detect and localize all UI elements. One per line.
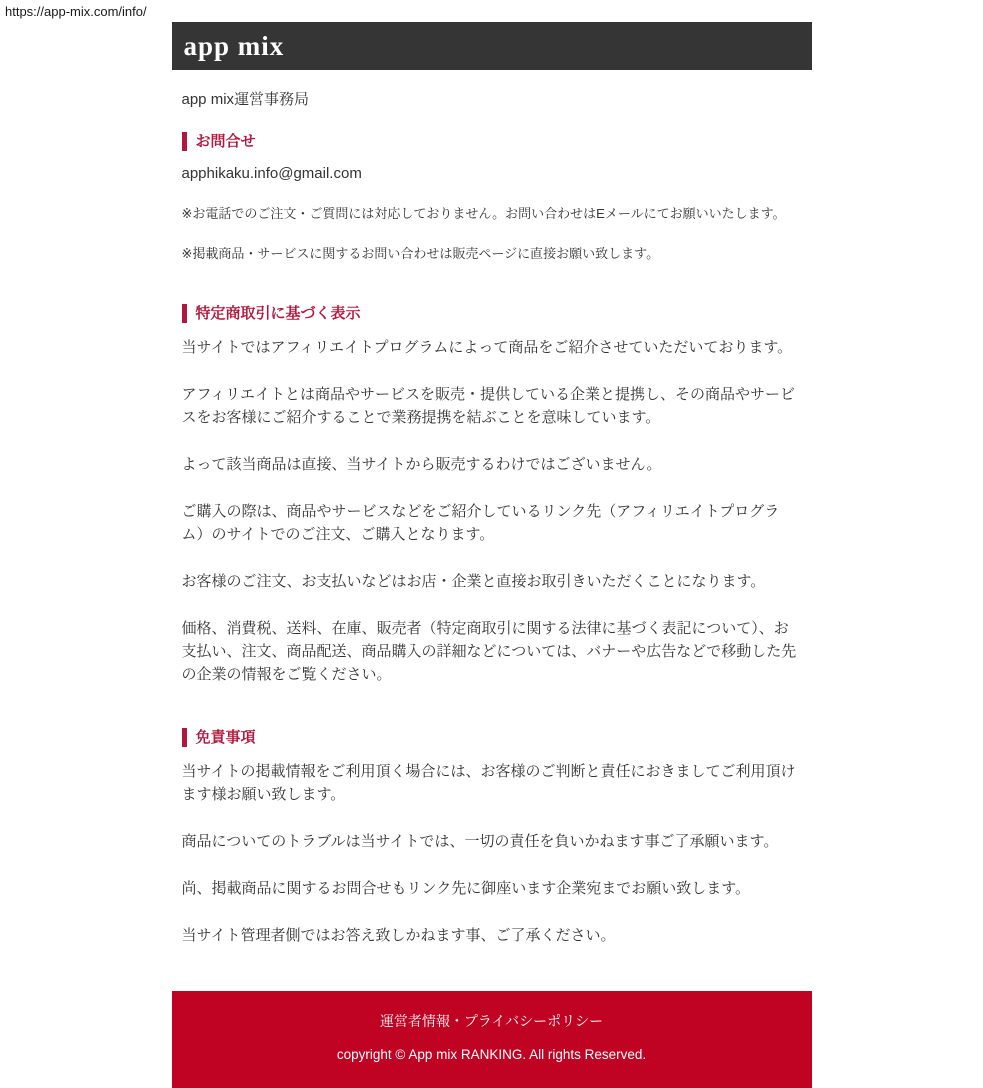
commerce-paragraph: 価格、消費税、送料、在庫、販売者（特定商取引に関する法律に基づく表記について）、お支払い、注文、商品配送、商品購入の詳細などについては、バナーや広告などで移動した先の企業の情報をご覧ください。: [181, 620, 797, 683]
contact-note-phone: ※お電話でのご注文・ご質問には対応しておりません。お問い合わせはEメールにてお願いいたします。: [181, 206, 786, 221]
disclaimer-paragraph: 当サイト管理者側ではお答え致しかねます事、ご了承ください。: [181, 927, 616, 944]
site-header: [172, 22, 812, 70]
page-content: [172, 92, 812, 947]
disclaimer-section-heading: 免責事項: [182, 728, 802, 747]
commerce-paragraph: お客様のご注文、お支払いなどはお店・企業と直接お取引きいただくことになります。: [181, 573, 766, 590]
commerce-paragraph: アフィリエイトとは商品やサービスを販売・提供している企業と提携し、その商品やサービスをお客様にご紹介することで業務提携を結ぶことを意味しています。: [181, 386, 796, 426]
commerce-paragraph: 当サイトではアフィリエイトプログラムによって商品をご紹介させていただいております。: [181, 339, 793, 356]
commerce-paragraph: ご購入の際は、商品やサービスなどをご紹介しているリンク先（アフィリエイトプログラム）のサイトでのご注文、ご購入となります。: [181, 503, 780, 543]
disclaimer-paragraph: 当サイトの掲載情報をご利用頂く場合には、お客様のご判断と責任におきましてご利用頂けます様お願い致します。: [181, 763, 796, 803]
site-footer: [172, 991, 812, 1088]
contact-email-text: apphikaku.info@gmail.com: [181, 165, 362, 182]
page-url: https://app-mix.com/info/: [5, 4, 147, 19]
site-logo-text[interactable]: app mix: [183, 30, 285, 61]
commerce-section-heading: 特定商取引に基づく表示: [182, 304, 802, 323]
contact-note-products: ※掲載商品・サービスに関するお問い合わせは販売ページに直接お願い致します。: [181, 246, 660, 261]
commerce-paragraph: よって該当商品は直接、当サイトから販売するわけではございません。: [181, 456, 662, 473]
office-name-text: app mix運営事務局: [181, 91, 310, 108]
main-container: [172, 22, 812, 1088]
contact-section-heading: お問合せ: [182, 132, 802, 151]
disclaimer-paragraph: 尚、掲載商品に関するお問合せもリンク先に御座います企業宛までお願い致します。: [181, 880, 751, 897]
disclaimer-paragraph: 商品についてのトラブルは当サイトでは、一切の責任を負いかねます事ご了承願います。: [181, 833, 779, 850]
footer-privacy-policy-link[interactable]: 運営者情報・プライバシーポリシー: [379, 1013, 604, 1029]
footer-copyright-text: copyright © App mix RANKING. All rights Reserved.: [336, 1047, 647, 1062]
